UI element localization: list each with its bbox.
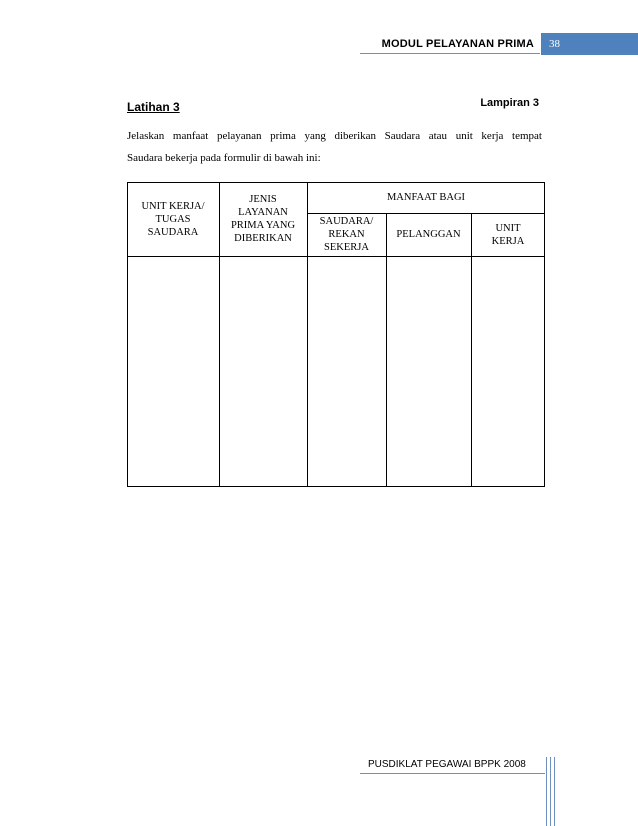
- subheader-pelanggan: PELANGGAN: [396, 229, 461, 240]
- footer-accent-bar: [554, 757, 555, 826]
- exercise-instruction: [127, 125, 542, 169]
- answer-cell-unit-kerja: [471, 256, 545, 487]
- footer-accent-bar: [550, 757, 551, 826]
- instruction-line-2: Saudara bekerja pada formulir di bawah ini:: [127, 152, 321, 164]
- header-divider: [360, 53, 540, 54]
- answer-cell-saudara: [307, 256, 386, 487]
- instruction-line-1: Jelaskan manfaat pelayanan prima yang diberikan Saudara atau unit kerja tempat: [127, 130, 542, 142]
- subheader-saudara: SAUDARA/ REKAN SEKERJA: [319, 216, 374, 253]
- appendix-label: Lampiran 3: [480, 97, 539, 109]
- footer-publisher: PUSDIKLAT PEGAWAI BPPK 2008: [368, 759, 526, 770]
- subheader-unit-kerja: UNIT KERJA: [491, 222, 525, 247]
- benefit-form-table: [127, 182, 545, 487]
- header-manfaat-bagi: MANFAAT BAGI: [386, 192, 466, 203]
- footer-divider: [360, 773, 545, 774]
- header-jenis-layanan: JENIS LAYANAN PRIMA YANG DIBERIKAN: [230, 194, 296, 244]
- answer-cell-unit: [127, 256, 219, 487]
- page-number-badge: 38: [541, 33, 638, 55]
- answer-cell-jenis: [219, 256, 307, 487]
- exercise-title: Latihan 3: [127, 100, 180, 114]
- footer-accent-bar: [546, 757, 547, 826]
- header-unit-kerja: UNIT KERJA/ TUGAS SAUDARA: [141, 200, 205, 238]
- answer-cell-pelanggan: [386, 256, 471, 487]
- module-title: MODUL PELAYANAN PRIMA: [381, 38, 534, 50]
